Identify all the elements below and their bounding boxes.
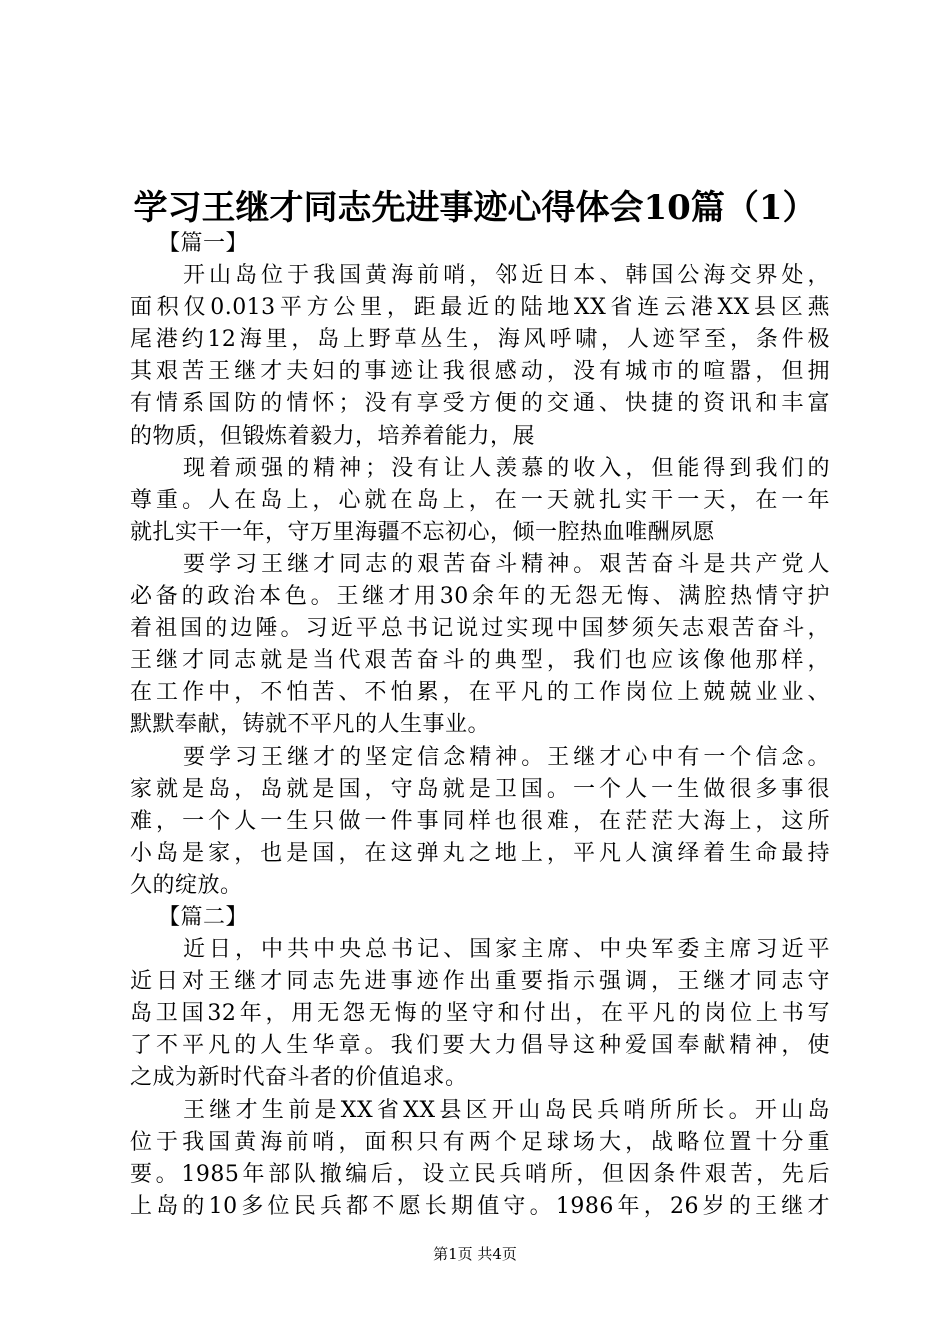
paragraph-line: 就扎实干一年，守万里海疆不忘初心，倾一腔热血唯酬夙愿	[130, 519, 716, 545]
paragraph-line: 必备的政治本色。王继才用30余年的无怨无悔、满腔热情守护	[130, 584, 830, 610]
paragraph-line: 之成为新时代奋斗者的价值追求。	[130, 1065, 468, 1091]
paragraph-line: 岛卫国32年，用无怨无悔的坚守和付出，在平凡的岗位上书写	[130, 1001, 830, 1027]
paragraph-line: 面积仅0.013平方公里，距最近的陆地XX省连云港XX县区燕	[130, 295, 830, 321]
paragraph-line: 了不平凡的人生华章。我们要大力倡导这种爱国奉献精神，使	[130, 1033, 830, 1059]
section-heading: 【篇二】	[158, 904, 249, 930]
paragraph-line: 久的绽放。	[130, 872, 243, 898]
paragraph-line: 近日对王继才同志先进事迹作出重要指示强调，王继才同志守	[130, 969, 830, 995]
paragraph-line: 现着顽强的精神；没有让人羡慕的收入，但能得到我们的	[183, 455, 830, 481]
paragraph-line: 有情系国防的情怀；没有享受方便的交通、快捷的资讯和丰富	[130, 391, 830, 417]
paragraph-line: 小岛是家，也是国，在这弹丸之地上，平凡人演绎着生命最持	[130, 840, 830, 866]
paragraph-line: 尾港约12海里，岛上野草丛生，海风呼啸，人迹罕至，条件极	[130, 327, 830, 353]
section-heading: 【篇一】	[158, 231, 249, 256]
paragraph-line: 要学习王继才同志的艰苦奋斗精神。艰苦奋斗是共产党人	[183, 551, 830, 577]
paragraph-line: 默默奉献，铸就不平凡的人生事业。	[130, 712, 491, 738]
document-title: 学习王继才同志先进事迹心得体会10篇（1）	[133, 188, 817, 228]
paragraph-line: 王继才生前是XX省XX县区开山岛民兵哨所所长。开山岛	[183, 1097, 830, 1123]
paragraph-line: 要。1985年部队撤编后，设立民兵哨所，但因条件艰苦，先后	[130, 1161, 830, 1187]
paragraph-line: 位于我国黄海前哨，面积只有两个足球场大，战略位置十分重	[130, 1129, 830, 1155]
paragraph-line: 家就是岛，岛就是国，守岛就是卫国。一个人一生做很多事很	[130, 776, 830, 802]
paragraph-line: 近日，中共中央总书记、国家主席、中央军委主席习近平	[183, 937, 830, 963]
paragraph-line: 的物质，但锻炼着毅力，培养着能力，展	[130, 423, 536, 449]
paragraph-line: 王继才同志就是当代艰苦奋斗的典型，我们也应该像他那样，	[130, 648, 830, 674]
page-footer: 第1页 共4页	[433, 1245, 517, 1263]
paragraph-line: 在工作中，不怕苦、不怕累，在平凡的工作岗位上兢兢业业、	[130, 680, 830, 706]
paragraph-line: 要学习王继才的坚定信念精神。王继才心中有一个信念。	[183, 744, 830, 770]
paragraph-line: 开山岛位于我国黄海前哨，邻近日本、韩国公海交界处，	[183, 263, 830, 289]
paragraph-line: 上岛的10多位民兵都不愿长期值守。1986年，26岁的王继才	[130, 1193, 830, 1219]
paragraph-line: 其艰苦王继才夫妇的事迹让我很感动，没有城市的喧嚣，但拥	[130, 359, 830, 385]
paragraph-line: 着祖国的边陲。习近平总书记说过实现中国梦须矢志艰苦奋斗，	[130, 616, 830, 642]
document-body	[130, 228, 830, 1223]
paragraph-line: 难，一个人一生只做一件事同样也很难，在茫茫大海上，这所	[130, 808, 830, 834]
paragraph-line: 尊重。人在岛上，心就在岛上，在一天就扎实干一天，在一年	[130, 487, 830, 513]
